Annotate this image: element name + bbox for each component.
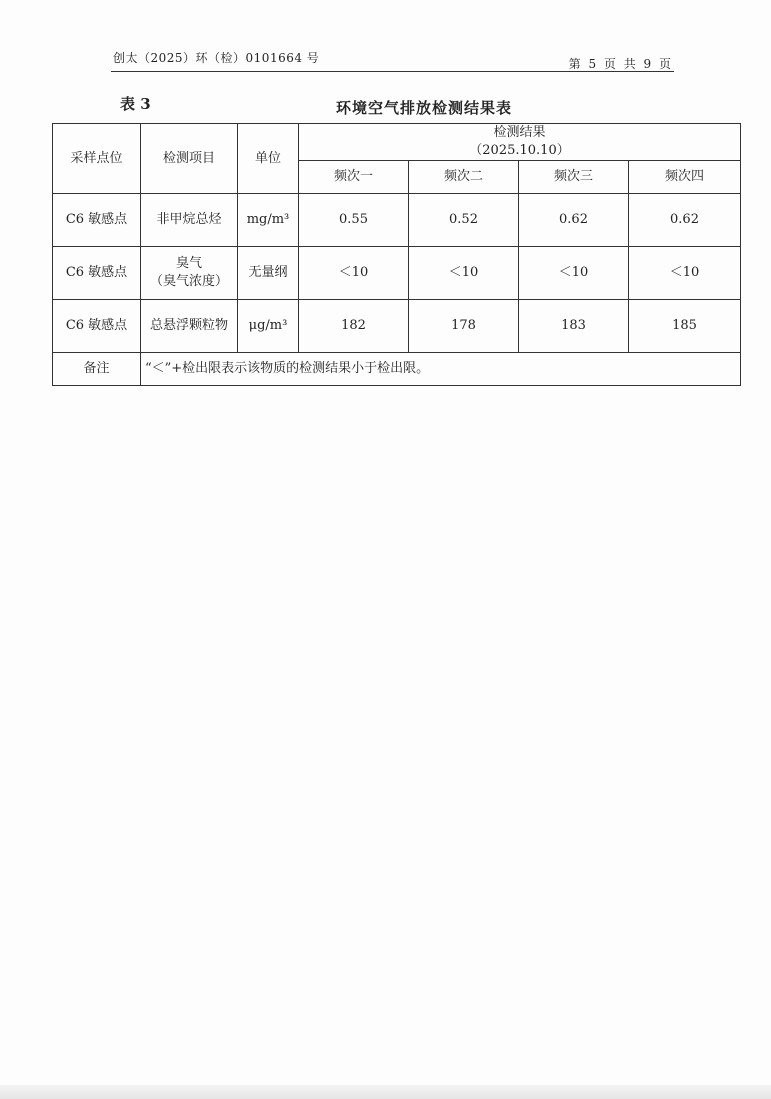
- remark-text: “＜”+检出限表示该物质的检测结果小于检出限。: [141, 353, 741, 386]
- page-indicator: 第 5 页 共 9 页: [568, 57, 673, 71]
- cell-value: ＜10: [409, 247, 519, 300]
- cell-value: 182: [299, 300, 409, 353]
- cell-value: 183: [519, 300, 629, 353]
- table-row: [53, 194, 741, 247]
- header-unit: 单位: [238, 124, 299, 194]
- header-frequency-2: 频次二: [409, 161, 519, 194]
- cell-unit: mg/m³: [238, 194, 299, 247]
- cell-value: 0.55: [299, 194, 409, 247]
- cell-value: 0.52: [409, 194, 519, 247]
- remark-row: [53, 353, 741, 386]
- header-divider: [111, 71, 674, 72]
- cell-point: C6 敏感点: [53, 247, 141, 300]
- cell-item-main: 臭气: [175, 256, 202, 272]
- header-result-date: （2025.10.10）: [469, 143, 570, 158]
- cell-value: ＜10: [519, 247, 629, 300]
- cell-item-sub: （臭气浓度）: [149, 274, 228, 289]
- cell-item: 总悬浮颗粒物: [141, 300, 238, 353]
- table-header-row: [53, 124, 741, 161]
- cell-item: [141, 247, 238, 300]
- cell-value: 178: [409, 300, 519, 353]
- cell-point: C6 敏感点: [53, 194, 141, 247]
- cell-value: 185: [629, 300, 741, 353]
- cell-value: 0.62: [629, 194, 741, 247]
- results-table: [52, 123, 741, 386]
- remark-label: 备注: [53, 353, 141, 386]
- cell-value: 0.62: [519, 194, 629, 247]
- cell-value: ＜10: [299, 247, 409, 300]
- report-number: 创太（2025）环（检）0101664 号: [113, 51, 320, 65]
- header-frequency-4: 频次四: [629, 161, 741, 194]
- cell-value: ＜10: [629, 247, 741, 300]
- header-item: 检测项目: [141, 124, 238, 194]
- table-title: 环境空气排放检测结果表: [336, 99, 513, 117]
- cell-point: C6 敏感点: [53, 300, 141, 353]
- cell-item: 非甲烷总烃: [141, 194, 238, 247]
- header-sampling-point: 采样点位: [53, 124, 141, 194]
- header-result: [299, 124, 741, 161]
- scan-edge: [0, 1085, 771, 1099]
- header-result-label: 检测结果: [493, 125, 546, 141]
- header-frequency-1: 频次一: [299, 161, 409, 194]
- table-row: [53, 247, 741, 300]
- cell-unit: 无量纲: [238, 247, 299, 300]
- header-frequency-3: 频次三: [519, 161, 629, 194]
- table-row: [53, 300, 741, 353]
- cell-unit: μg/m³: [238, 300, 299, 353]
- table-label: 表 3: [120, 95, 151, 113]
